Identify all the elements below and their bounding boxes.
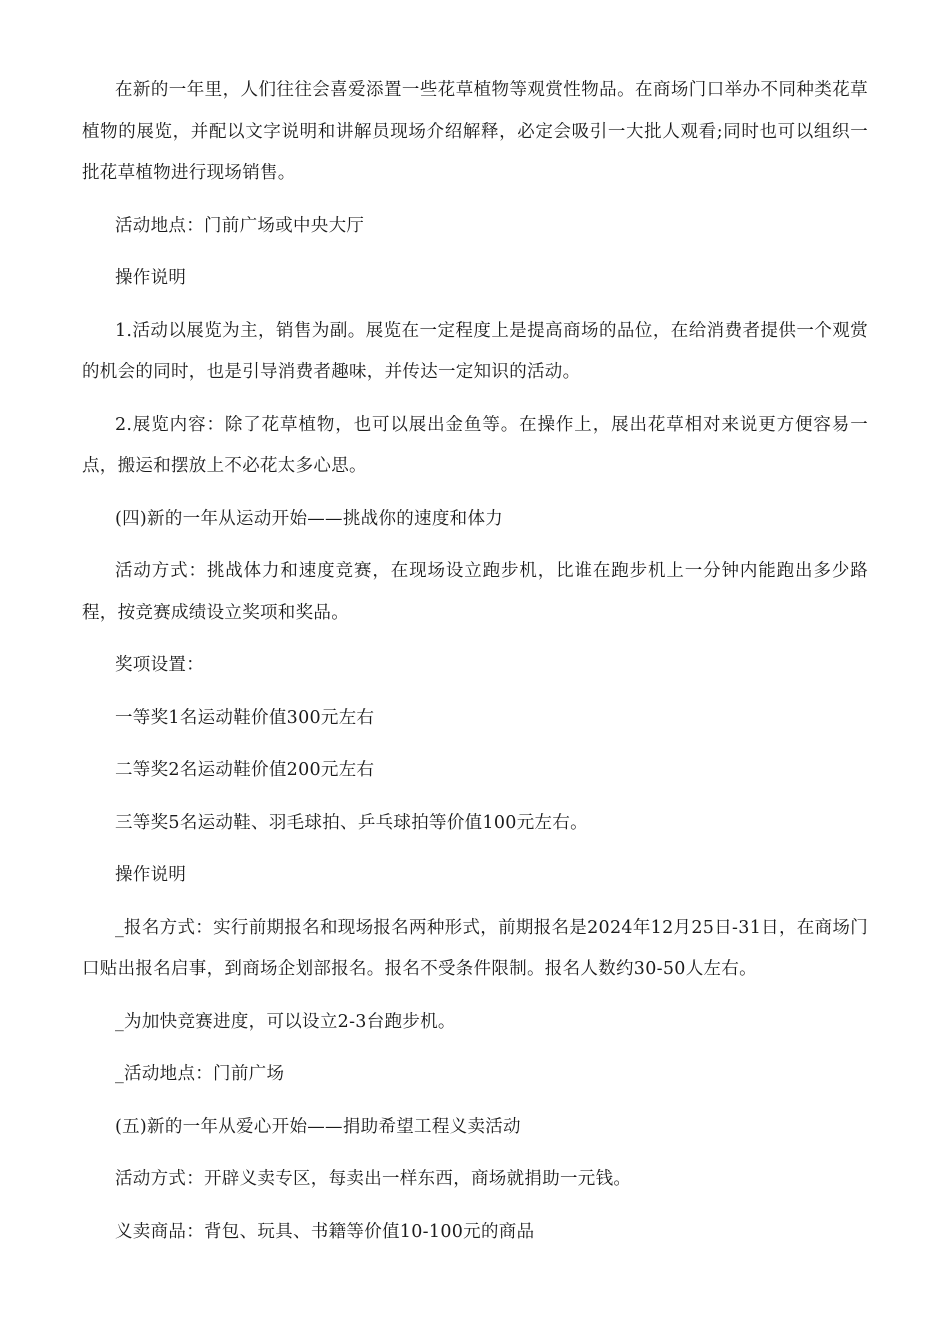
list-item: 1.活动以展览为主，销售为副。展览在一定程度上是提高商场的品位，在给消费者提供一个观赏的机会的同时，也是引导消费者趣味，并传达一定知识的活动。 bbox=[82, 320, 868, 382]
list-item: 2.展览内容：除了花草植物，也可以展出金鱼等。在操作上，展出花草相对来说更方便容易一点，搬运和摆放上不必花太多心思。 bbox=[82, 414, 868, 476]
section-heading: 奖项设置： bbox=[115, 655, 204, 675]
activity-method: 活动方式：开辟义卖专区，每卖出一样东西，商场就捐助一元钱。 bbox=[115, 1169, 632, 1189]
prize-line: 三等奖5名运动鞋、羽毛球拍、乒乓球拍等价值100元左右。 bbox=[115, 812, 588, 833]
section-title: (五)新的一年从爱心开始——捐助希望工程义卖活动 bbox=[115, 1116, 521, 1137]
venue-line: 活动地点：门前广场或中央大厅 bbox=[115, 215, 365, 236]
section-heading: 操作说明 bbox=[115, 268, 187, 288]
charity-goods-line: 义卖商品：背包、玩具、书籍等价值10-100元的商品 bbox=[115, 1221, 535, 1242]
section-title: (四)新的一年从运动开始——挑战你的速度和体力 bbox=[115, 508, 504, 529]
prize-line: 二等奖2名运动鞋价值200元左右 bbox=[115, 760, 375, 780]
intro-paragraph: 在新的一年里，人们往往会喜爱添置一些花草植物等观赏性物品。在商场门口举办不同种类花草植物的展览，并配以文字说明和讲解员现场介绍解释，必定会吸引一大批人观看;同时也可以组织一批花草植物进行现场销售。 bbox=[82, 80, 868, 183]
list-item: _报名方式：实行前期报名和现场报名两种形式，前期报名是2024年12月25日-31日，在商场门口贴出报名启事，到商场企划部报名。报名不受条件限制。报名人数约30-50人左右。 bbox=[82, 917, 868, 979]
document-page bbox=[82, 70, 868, 1264]
activity-method: 活动方式：挑战体力和速度竞赛，在现场设立跑步机，比谁在跑步机上一分钟内能跑出多少路程，按竞赛成绩设立奖项和奖品。 bbox=[82, 561, 868, 623]
section-heading: 操作说明 bbox=[115, 865, 187, 885]
list-item: _活动地点：门前广场 bbox=[115, 1064, 285, 1084]
list-item: _为加快竞赛进度，可以设立2-3台跑步机。 bbox=[115, 1011, 456, 1032]
prize-line: 一等奖1名运动鞋价值300元左右 bbox=[115, 707, 375, 728]
